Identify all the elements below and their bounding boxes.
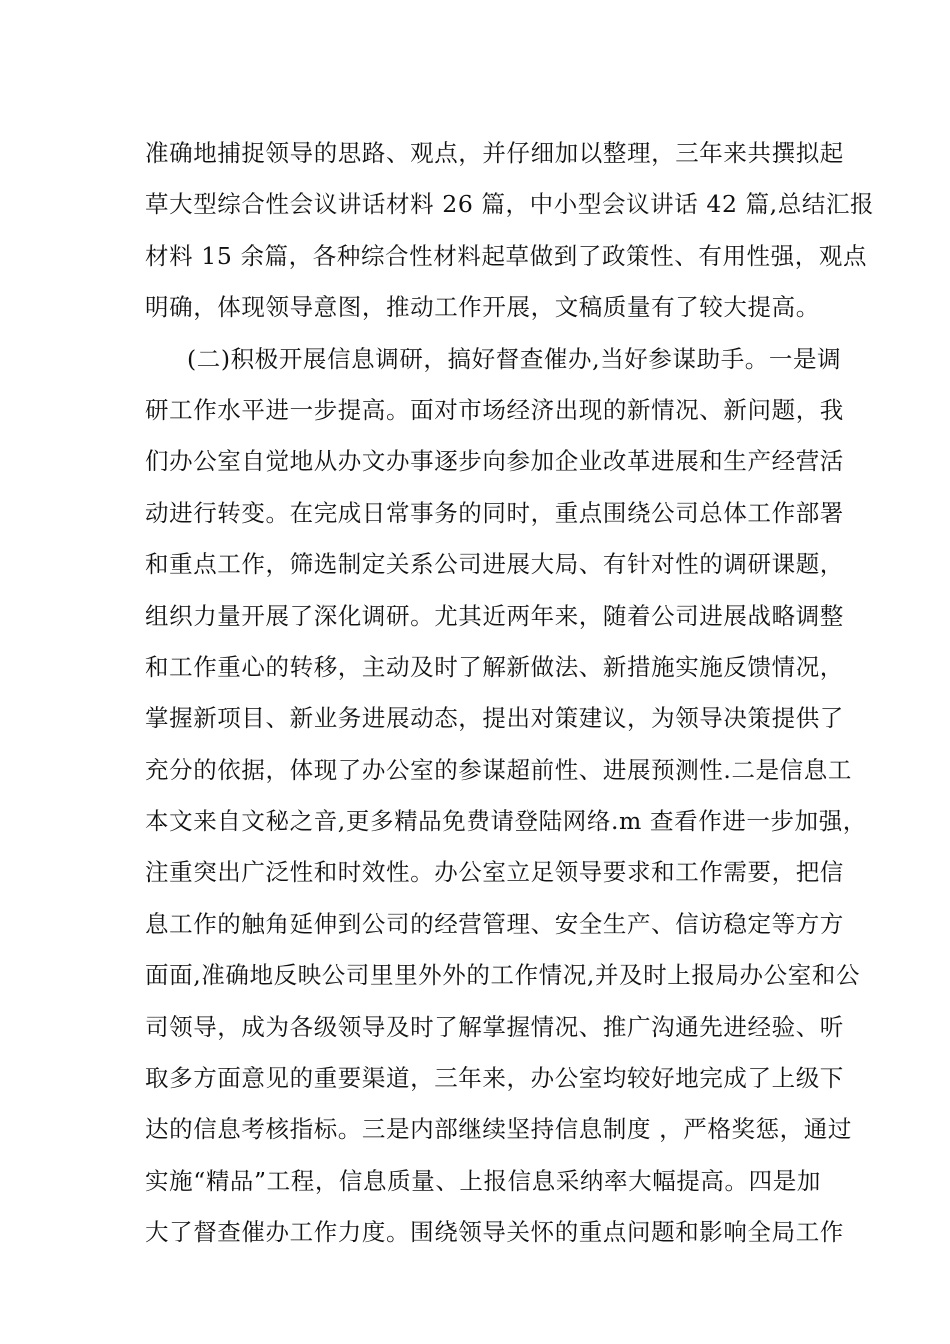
text-line: 和工作重心的转移，主动及时了解新做法、新措施实施反馈情况， (145, 652, 844, 681)
text-line: 息工作的触角延伸到公司的经营管理、安全生产、信访稳定等方方 (145, 909, 844, 938)
text-line: 取多方面意见的重要渠道，三年来，办公室均较好地完成了上级下 (145, 1064, 844, 1093)
text-line: 材料 15 余篇，各种综合性材料起草做到了政策性、有用性强，观点 (145, 241, 868, 270)
text-line: 面面,准确地反映公司里里外外的工作情况,并及时上报局办公室和公 (145, 961, 861, 990)
text-line: 实施“精品”工程，信息质量、上报信息采纳率大幅提高。四是加 (145, 1166, 821, 1195)
text-line: 注重突出广泛性和时效性。办公室立足领导要求和工作需要，把信 (145, 858, 844, 887)
text-line: 大了督查催办工作力度。围绕领导关怀的重点问题和影响全局工作 (145, 1218, 844, 1247)
text-line: 明确，体现领导意图，推动工作开展，文稿质量有了较大提高。 (145, 293, 820, 322)
text-line: 们办公室自觉地从办文办事逐步向参加企业改革进展和生产经营活 (145, 447, 844, 476)
body-text (145, 128, 875, 1259)
text-line: 本文来自文秘之音,更多精品免费请登陆网络.m 查看作进一步加强， (145, 807, 867, 836)
text-line: 和重点工作，筛选制定关系公司进展大局、有针对性的调研课题， (145, 550, 844, 579)
text-line: 司领导，成为各级领导及时了解掌握情况、推广沟通先进经验、听 (145, 1012, 844, 1041)
text-line: 动进行转变。在完成日常事务的同时，重点围绕公司总体工作部署 (145, 498, 844, 527)
text-line: 研工作水平进一步提高。面对市场经济出现的新情况、新问题，我 (145, 395, 844, 424)
paragraph-heading-line: (二)积极开展信息调研，搞好督查催办,当好参谋助手。一是调 (187, 344, 842, 373)
text-line: 达的信息考核指标。三是内部继续坚持信息制度 ，严格奖惩，通过 (145, 1115, 852, 1144)
text-line: 准确地捕捉领导的思路、观点，并仔细加以整理，三年来共撰拟起 (145, 139, 844, 167)
text-line: 组织力量开展了深化调研。尤其近两年来，随着公司进展战略调整 (145, 601, 844, 630)
text-line: 草大型综合性会议讲话材料 26 篇，中小型会议讲话 42 篇,总结汇报 (145, 190, 875, 219)
text-line: 掌握新项目、新业务进展动态，提出对策建议，为领导决策提供了 (145, 704, 844, 733)
text-line: 充分的依据，体现了办公室的参谋超前性、进展预测性.二是信息工 (145, 755, 852, 784)
